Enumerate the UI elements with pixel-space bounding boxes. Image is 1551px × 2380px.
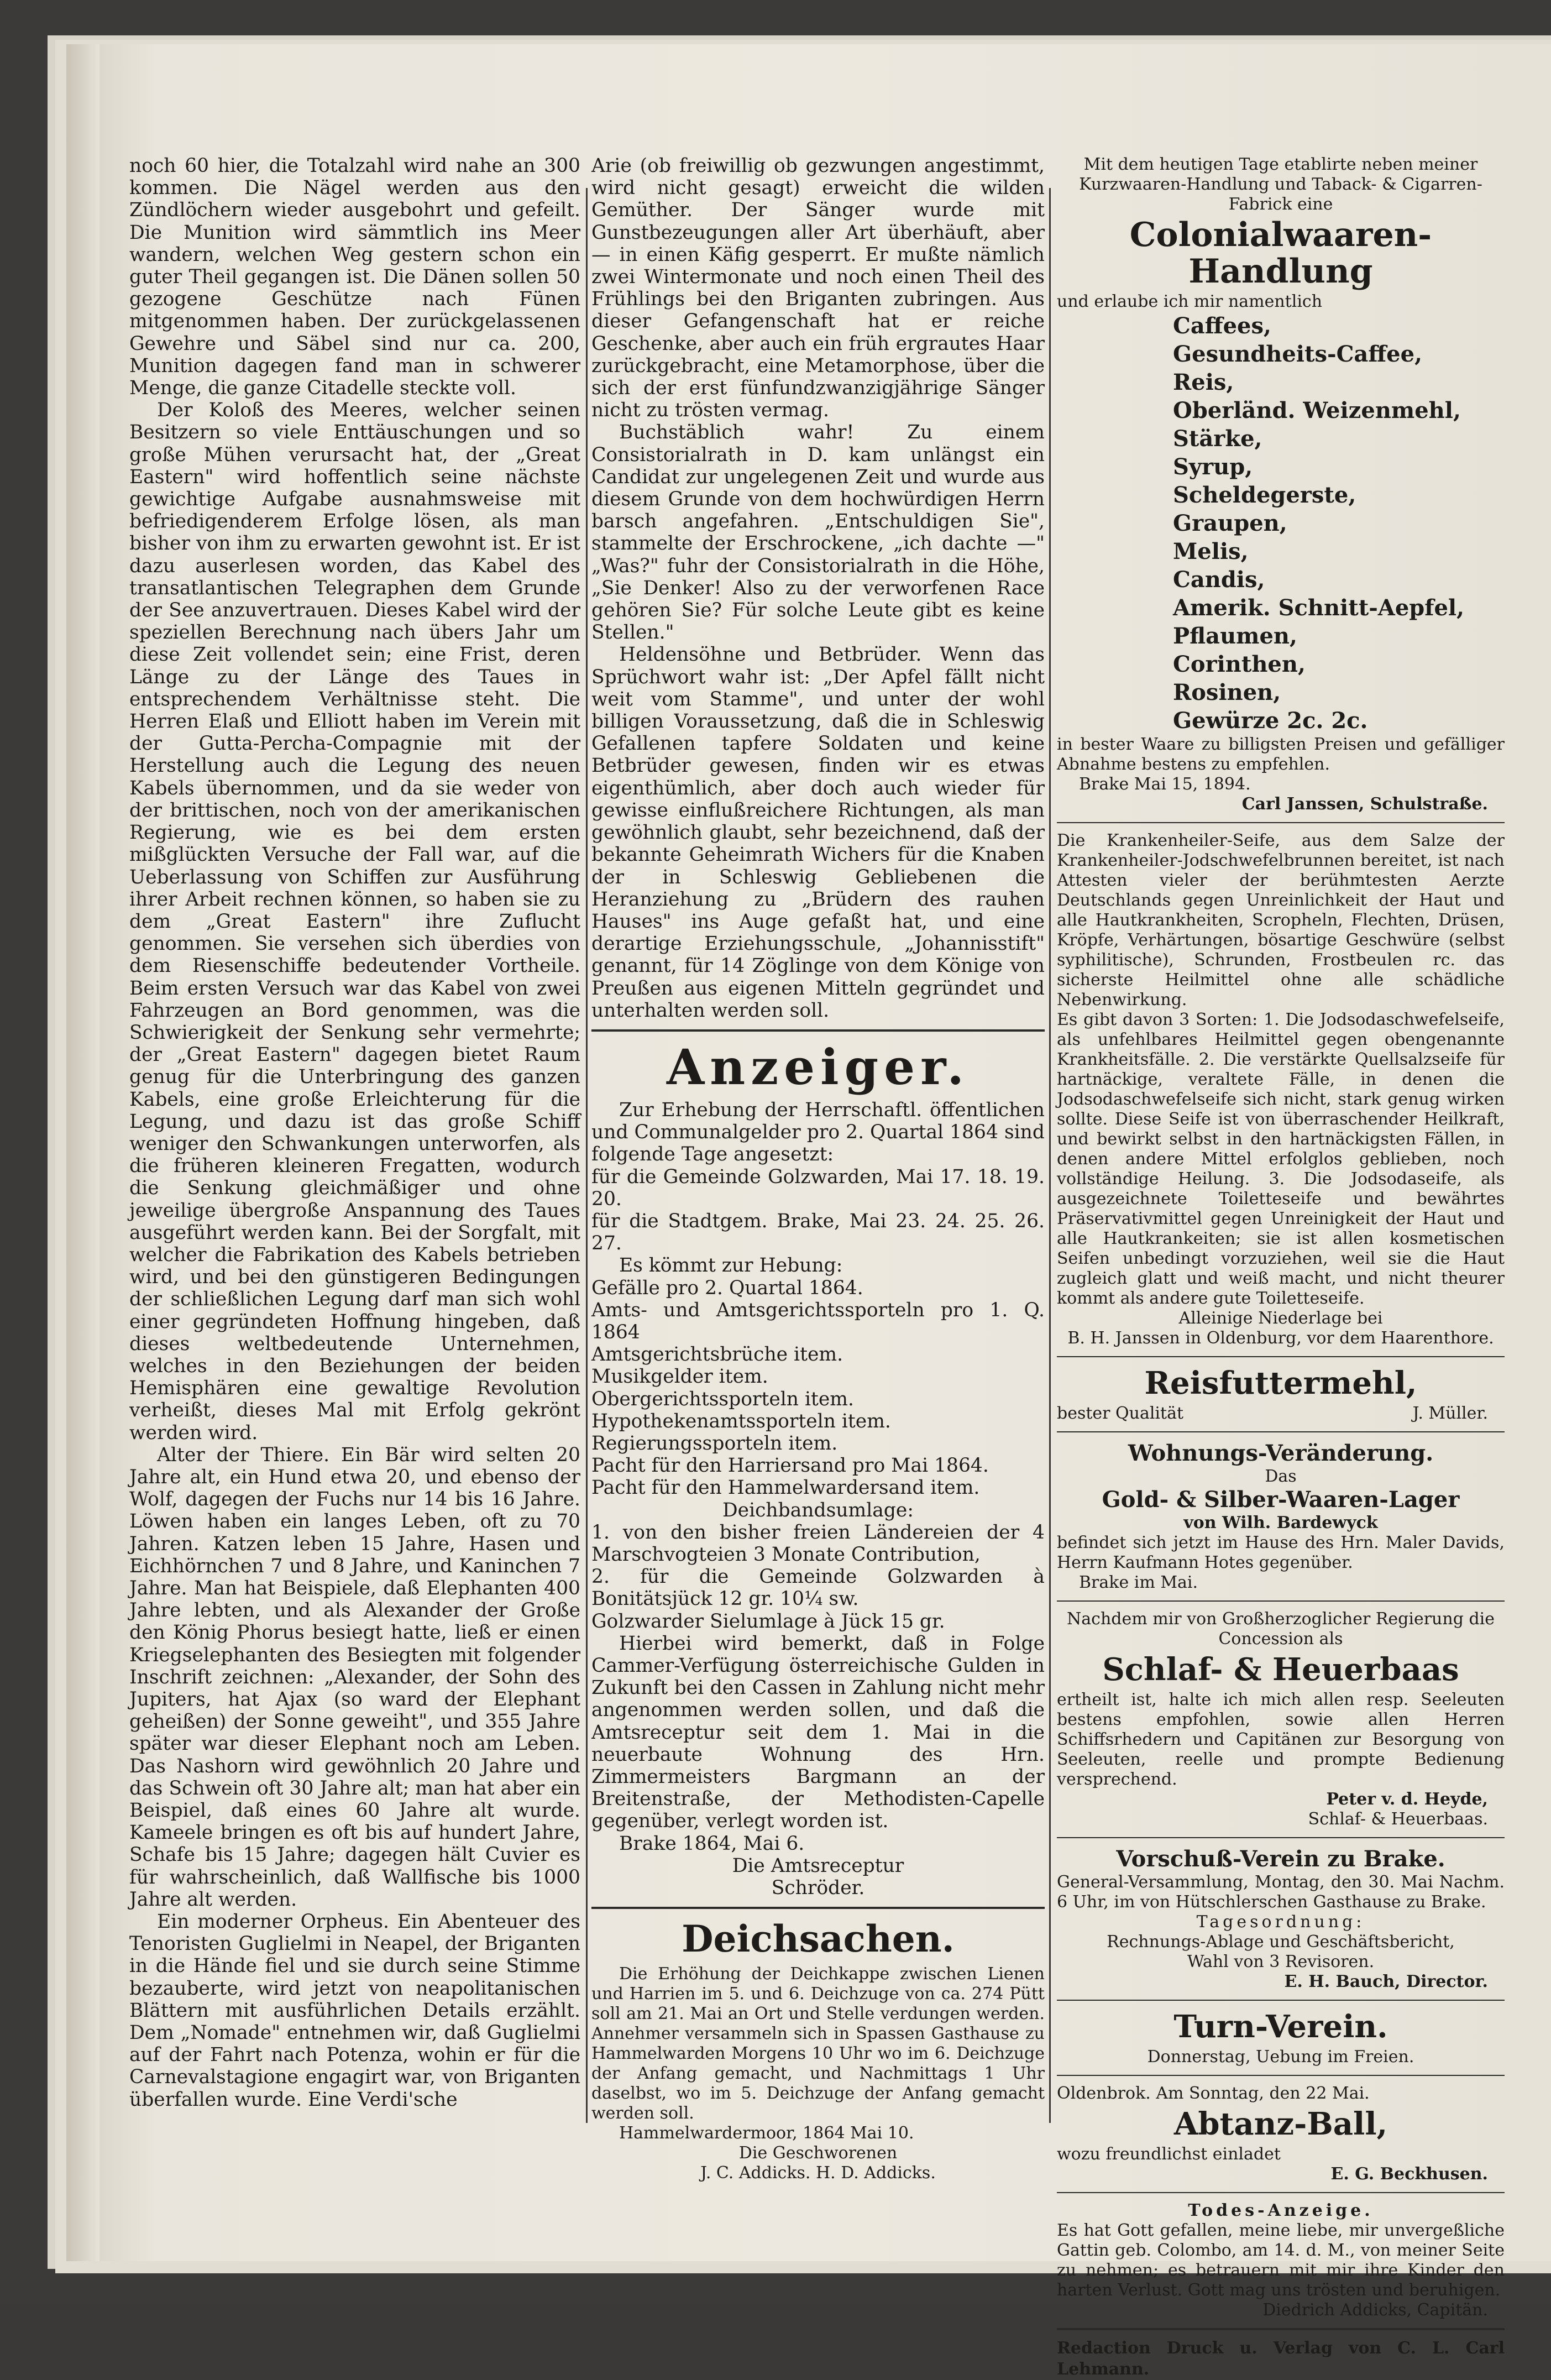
wohnung-title: Wohnungs-Veränderung. [1128, 1440, 1434, 1466]
section-divider [591, 1029, 1045, 1032]
turnverein-text: Donnerstag, Uebung im Freien. [1147, 2047, 1414, 2067]
ad-divider [1057, 1837, 1505, 1838]
tax-schedule [591, 1166, 1045, 1255]
ball-text: wozu freundlichst einladet [1057, 2144, 1281, 2164]
deich-signature-title: Die Geschworenen [738, 2143, 898, 2163]
ball-intro: Oldenbrok. Am Sonntag, den 22 Mai. [1057, 2084, 1370, 2103]
schlaf-intro: Nachdem mir von Großherzoglicher Regierung die Concession als [1067, 1609, 1495, 1649]
goods-item: Melis, [1173, 538, 1249, 564]
death-notice-signature: Diedrich Addicks, Capitän. [1262, 2300, 1488, 2320]
goods-item: Syrup, [1173, 454, 1253, 480]
wohnung-das: Das [1265, 1467, 1297, 1486]
soap-depot-address: B. H. Janssen in Oldenburg, vor dem Haarenthore. [1067, 1328, 1494, 1348]
ad-divider [1057, 1431, 1505, 1432]
schlaf-signature: Peter v. d. Heyde, [1326, 1790, 1488, 1809]
article-paragraph: Der Koloß des Meeres, welcher seinen Besitzern so viele Enttäuschungen und so große Mühen verursacht hat, der „Great Eastern" wird hoffentlich seine nächste gewichtige Aufgabe ausnahmsweise mit befriedigenderem Erfolge lösen, als man bisher von ihm zu erwarten gewohnt ist. Er ist dazu auserlesen worden, das Kabel des transatlantischen Telegraphen dem Grunde der See anzuvertrauen. Dieses Kabel wird der speziellen Berechnung nach übers Jahr um diese Zeit vollendet sein; eine Frist, deren Länge zu der Länge des Taues in entsprechendem Verhältnisse steht. Die Herren Elaß und Elliott haben im Verein mit der Gutta-Percha-Compagnie mit der Herstellung auch die Legung des neuen Kabels übernommen, und da sie weder von der brittischen, noch von der amerikanischen Regierung, wie es bei dem ersten mißglückten Versuche der Fall war, auf die Ueberlassung von Schiffen zur Ausführung ihrer Arbeit rechnen können, so haben sie zu dem „Great Eastern" ihre Zuflucht genommen. Sie versehen sich überdies von dem Riesenschiffe bedeutender Vortheile. Beim ersten Versuch war das Kabel von zwei Fahrzeugen an Bord genommen, was die Schwierigkeit der Senkung sehr vermehrte; der „Great Eastern" dagegen bietet Raum genug für die Unterbringung des ganzen Kabels, eine große Erleichterung für die Legung, und dazu ist das große Schiff weniger den Schwankungen unterworfen, als die früheren kleineren Fregatten, wodurch die Senkung gleichmäßiger und ohne jeweilige übergroße Anspannung des Taues ausgeführt werden kann. Bei der Sorgfalt, mit welcher die Fabrikation des Kabels betrieben wird, und bei den günstigeren Bedingungen der schließlichen Legung darf man sich wohl einer gegründeten Hoffnung hingeben, daß dieses weltbedeutende Unternehmen, welches in den Beziehungen der beiden Hemisphären eine gewaltige Revolution verheißt, dieses Mal mit Erfolg gekrönt werden wird. [129, 399, 580, 1444]
article-paragraph: noch 60 hier, die Totalzahl wird nahe an 300 kommen. Die Nägel werden aus den Zündlöchern wieder ausgebohrt und gefeilt. Die Munition wird sämmtlich ins Meer wandern, welchen Weg gestern schon ein guter Theil gegangen ist. Die Dänen sollen 50 gezogene Geschütze nach Fünen mitgenommen haben. Der zurückgelassenen Gewehre und Säbel sind nur ca. 200, Munition dagegen fand man in schwerer Menge, die ganze Citadelle steckte voll. [129, 155, 580, 400]
tax-note: Hierbei wird bemerkt, daß in Folge Cammer-Verfügung österreichische Gulden in Zukunft bei den Cassen in Zahlung nicht mehr angenommen werden sollen, und daß die Amtsreceptur seit dem 1. Mai in die neuerbaute Wohnung des Hrn. Zimmermeisters Bargmann an der Breitenstraße, der Methodisten-Capelle gegenüber, verlegt worden ist. [591, 1632, 1045, 1833]
tax-item: Pacht für den Hammelwardersand item. [591, 1477, 980, 1499]
article-paragraph: Buchstäblich wahr! Zu einem Consistorialrath in D. kam unlängst ein Candidat zur ungelegenen Zeit und wurde aus diesem Grunde von dem hochwürdigen Herrn barsch angefahren. „Entschuldigen Sie", stammelte der Erschrockene, „ich dachte —" „Was?" fuhr der Consistorialrath in die Höhe, „Sie Denker! Also zu der verworfenen Race gehören Sie? Für solche Leute gibt es keine Stellen." [591, 421, 1045, 644]
goods-item: Corinthen, [1173, 651, 1306, 677]
schlaf-title: Schlaf- & Heuerbaas [1102, 1651, 1459, 1688]
ball-signature: E. G. Beckhusen. [1330, 2164, 1488, 2184]
schedule-line: für die Stadtgem. Brake, Mai 23. 24. 25. 26. 27. [591, 1210, 1045, 1255]
ad-divider [1057, 1600, 1505, 1602]
tax-item: Amtsgerichtsbrüche item. [591, 1343, 843, 1366]
death-notice-title: Todes-Anzeige. [1188, 2201, 1374, 2220]
ad-divider [1057, 822, 1505, 823]
column-rule-right [1049, 188, 1051, 2123]
goods-item: Candis, [1173, 567, 1265, 593]
goods-item: Amerik. Schnitt-Aepfel, [1173, 595, 1465, 621]
middle-column [591, 155, 1045, 2183]
soap-ad-text: Die Krankenheiler-Seife, aus dem Salze der Krankenheiler-Jodschwefelbrunnen bereitet, ist nach Attesten vieler der berühmtesten Aerzte Deutschlands gegen Unreinlichkeit der Haut und alle Hautkrankheiten, Scropheln, Flechten, Drüsen, Kröpfe, Verhärtungen, bösartige Geschwüre (selbst syphilitische), Schrunden, Frostbeulen rc. das sicherste Heilmittel ohne alle schädliche Nebenwirkung. [1057, 831, 1505, 1009]
tax-item: Gefälle pro 2. Quartal 1864. [591, 1277, 863, 1299]
vorschuss-text: General-Versammlung, Montag, den 30. Mai Nachm. 6 Uhr, im von Hütschlerschen Gasthause zu Brake. [1057, 1872, 1505, 1912]
colonial-sub: und erlaube ich mir namentlich [1057, 292, 1323, 311]
imprint-divider [1057, 2328, 1505, 2330]
ad-divider [1057, 2075, 1505, 2076]
turnverein-title: Turn-Verein. [1173, 2008, 1388, 2045]
vorschuss-agenda-item: Rechnungs-Ablage und Geschäftsbericht, [1107, 1932, 1455, 1952]
soap-depot-label: Alleinige Niederlage bei [1178, 1309, 1383, 1328]
tax-date: Brake 1864, Mai 6. [619, 1832, 805, 1855]
soap-ad-varieties: Es gibt davon 3 Sorten: 1. Die Jodsodaschwefelseife, als unfehlbares Heilmittel gegen obengenannte Krankheitsfälle. 2. Die verstärkte Quellsalzseife für hartnäckige, veraltete Fälle, in denen die Jodsodaschwefelseife sich nicht, stark genug wirken sollte. Diese Seife ist von überraschender Heilkraft, und bewirkt selbst in den hartnäckigsten Fällen, in denen andere Mittel erfolglos geblieben, noch vollständige Heilung. 3. Die Jodsodaseife, als ausgezeichnete Toiletteseife und bewährtes Präservativmittel gegen Unreinigkeit der Haut und alle Hautkrankeiten; sie ist allen kosmetischen Seifen unbedingt vorzuziehen, weil sie die Haut zugleich glatt und weiß macht, und nicht theurer kommt als andere gute Toiletteseife. [1057, 1010, 1505, 1308]
article-paragraph: Ein moderner Orpheus. Ein Abenteuer des Tenoristen Guglielmi in Neapel, der Briganten in die Hände fiel und sie durch seine Stimme bezauberte, wird jetzt von neapolitanischen Blättern mit ausführlichen Details erzählt. Dem „Nomade" entnehmen wir, daß Guglielmi auf der Fahrt nach Potenza, wohin er für die Carnevalstagione engagirt war, von Briganten überfallen wurde. Eine Verdi'sche [129, 1911, 580, 2111]
tax-heading: Es kömmt zur Hebung: [619, 1254, 843, 1277]
reisfutter-quality: bester Qualität [1057, 1404, 1184, 1423]
schlaf-text: ertheilt ist, halte ich mich allen resp. Seeleuten bestens empfohlen, sowie allen Herren Schiffsrhedern und Capitänen zur Besorgung von Seeleuten, reelle und prompte Bedienung versprechend. [1057, 1690, 1505, 1789]
tax-items [591, 1277, 1045, 1499]
deichsachen-heading: Deichsachen. [682, 1917, 955, 1961]
colonial-goods-list [1057, 312, 1505, 735]
advertisement-column [1057, 155, 1505, 2380]
tax-item: Musikgelder item. [591, 1366, 768, 1388]
reisfutter-title: Reisfuttermehl, [1144, 1365, 1417, 1401]
deichband-label: Deichbandsumlage: [722, 1499, 914, 1521]
schlaf-signature-title: Schlaf- & Heuerbaas. [1308, 1809, 1488, 1829]
colonial-signature: Carl Janssen, Schulstraße. [1241, 794, 1488, 814]
deich-date: Hammelwardermoor, 1864 Mai 10. [619, 2123, 914, 2143]
reisfutter-signature: J. Müller. [1412, 1404, 1488, 1423]
ad-divider [1057, 2000, 1505, 2001]
left-column [129, 155, 580, 2111]
ad-divider [1057, 1356, 1505, 1357]
schedule-line: für die Gemeinde Golzwarden, Mai 17. 18. 19. 20. [591, 1165, 1045, 1210]
tax-item: Amts- und Amtsgerichtssporteln pro 1. Q. 1864 [591, 1299, 1045, 1343]
ball-title: Abtanz-Ball, [1173, 2106, 1388, 2142]
wohnung-date: Brake im Mai. [1079, 1573, 1198, 1592]
article-paragraph: Heldensöhne und Betbrüder. Wenn das Sprüchwort wahr ist: „Der Apfel fällt nicht weit vom Stamme", und unter der wohl billigen Voraussetzung, daß die in Schleswig Gefallenen tapfere Soldaten und keine Betbrüder gewesen, finden wir es etwas eigenthümlich, aber doch auch wieder für gewisse einflußreichere Richtungen, als man gewöhnlich glaubt, sehr bezeichnend, daß der bekannte Geheimrath Wichers für die Knaben der in Schleswig Gebliebenen die Heranziehung zu „Brüdern des rauhen Hauses" ins Auge gefaßt hat, und eine derartige Erziehungsschule, „Johannisstift" genannt, für 14 Zöglinge von dem Könige von Preußen aus eigenen Mitteln gegründet und unterhalten werden soll. [591, 644, 1045, 1022]
goods-item: Scheldegerste, [1173, 482, 1356, 508]
colonial-outro: in bester Waare zu billigsten Preisen und gefälliger Abnahme bestens zu empfehlen. [1057, 735, 1505, 774]
reisfutter-line [1057, 1404, 1505, 1424]
section-divider [591, 1907, 1045, 1909]
deich-signature-names: J. C. Addicks. H. D. Addicks. [700, 2163, 936, 2183]
wohnung-text: befindet sich jetzt im Hause des Hrn. Maler Davids, Herrn Kaufmann Hotes gegenüber. [1057, 1533, 1505, 1572]
goods-item: Pflaumen, [1173, 623, 1297, 649]
ad-divider [1057, 2192, 1505, 2193]
deichband-item: 1. von den bisher freien Ländereien der 4 Marschvogteien 3 Monate Contribution, [591, 1521, 1045, 1566]
publisher-imprint: Redaction Druck u. Verlag von C. L. Carl Lehmann. [1057, 2339, 1505, 2379]
page-spine-edge [66, 44, 99, 2261]
goods-item: Stärke, [1173, 426, 1262, 452]
goods-item: Gesundheits-Caffee, [1173, 341, 1422, 367]
vorschuss-title: Vorschuß-Verein zu Brake. [1116, 1846, 1445, 1872]
tax-item: Obergerichtssporteln item. [591, 1388, 854, 1410]
deich-notice-text: Die Erhöhung der Deichkappe zwischen Lienen und Harrien im 5. und 6. Deichzuge von ca. 274 Pütt soll am 21. Mai an Ort und Stelle verdungen werden. Annehmer versammeln sich in Spassen Gasthause zu Hammelwarden Morgens 10 Uhr wo im 6. Deichzuge der Anfang gemacht, und Nachmittags 1 Uhr daselbst, wo im 5. Deichzuge der Anfang gemacht werden soll. [591, 1964, 1045, 2123]
death-notice-text: Es hat Gott gefallen, meine liebe, mir unvergeßliche Gattin geb. Colombo, am 14. d. M., von meiner Seite zu nehmen; es betrauern mit mir ihre Kinder den harten Verlust. Gott mag uns trösten und beruhigen. [1057, 2221, 1505, 2300]
colonial-intro: Mit dem heutigen Tage etablirte neben meiner Kurzwaaren-Handlung und Taback- & Cigarren-Fabrick eine [1079, 155, 1482, 214]
colonial-title: Colonialwaaren-Handlung [1129, 216, 1432, 291]
deichband-item: 2. für die Gemeinde Golzwarden à Bonitätsjück 12 gr. 10¼ sw. [591, 1566, 1045, 1610]
article-paragraph: Arie (ob freiwillig ob gezwungen angestimmt, wird nicht gesagt) erweicht die wilden Gemüther. Der Sänger wurde mit Gunstbezeugungen aller Art überhäuft, aber — in einen Käfig gesperrt. Er mußte nämlich zwei Wintermonate und noch einen Theil des Frühlings bei den Briganten zubringen. Aus dieser Gefangenschaft hat er reiche Geschenke, aber auch ein früh ergrautes Haar zurückgebracht, eine Metamorphose, über die sich der erst fünfundzwanzigjährige Sänger nicht zu trösten vermag. [591, 155, 1045, 422]
wohnung-shop-name: Gold- & Silber-Waaren-Lager [1102, 1487, 1460, 1513]
anzeiger-heading: Anzeiger. [666, 1038, 970, 1096]
goods-item: Graupen, [1173, 510, 1287, 536]
column-rule-left [586, 188, 588, 2123]
article-paragraph: Alter der Thiere. Ein Bär wird selten 20 Jahre alt, ein Hund etwa 20, und ebenso der Wolf, dagegen der Fuchs nur 14 bis 16 Jahre. Löwen haben ein langes Leben, oft zu 70 Jahren. Katzen leben 15 Jahre, Hasen und Eichhörnchen 7 und 8 Jahre, und Kaninchen 7 Jahre. Man hat Beispiele, daß Elephanten 400 Jahre lebten, und als Alexander der Große den König Phorus besiegt hatte, ließ er einen Kriegselephanten des Besiegten mit folgender Inschrift zeichnen: „Alexander, der Sohn des Jupiters, hat Ajax (so ward der Elephant geheißen) der Sonne geweiht", und 355 Jahre später war dieser Elephant noch am Leben. Das Nashorn wird gewöhnlich 20 Jahre und das Schwein oft 30 Jahre alt; man hat aber ein Beispiel, daß eines 60 Jahre alt wurde. Kameele bringen es oft bis auf hundert Jahre, Schafe bis 15 Jahre; dagegen hält Cuvier es für wahrscheinlich, daß Wallfische bis 1000 Jahre alt werden. [129, 1443, 580, 1911]
goods-item: Reis, [1173, 369, 1234, 395]
vorschuss-agenda-item: Wahl von 3 Revisoren. [1187, 1952, 1375, 1971]
wohnung-owner: von Wilh. Bardewyck [1183, 1513, 1378, 1532]
colonial-date: Brake Mai 15, 1894. [1079, 775, 1251, 794]
vorschuss-agenda-title: Tagesordnung: [1196, 1912, 1365, 1932]
tax-notice-intro: Zur Erhebung der Herrschaftl. öffentlichen und Communalgelder pro 2. Quartal 1864 sind folgende Tage angesetzt: [591, 1099, 1045, 1166]
deichband-items [591, 1521, 1045, 1610]
vorschuss-signature: E. H. Bauch, Director. [1284, 1972, 1488, 1991]
goods-item: Gewürze 2c. 2c. [1173, 708, 1368, 734]
tax-item: Regierungssporteln item. [591, 1432, 838, 1455]
goods-item: Oberländ. Weizenmehl, [1173, 397, 1461, 423]
tax-signature-office: Die Amtsreceptur [732, 1854, 904, 1877]
tax-item: Hypothekenamtssporteln item. [591, 1410, 891, 1432]
tax-item: Pacht für den Harriersand pro Mai 1864. [591, 1455, 989, 1477]
goods-item: Caffees, [1173, 313, 1271, 339]
goods-item: Rosinen, [1173, 679, 1281, 705]
tax-signature-name: Schröder. [771, 1877, 865, 1900]
siel-line: Golzwarder Sielumlage à Jück 15 gr. [591, 1610, 945, 1633]
